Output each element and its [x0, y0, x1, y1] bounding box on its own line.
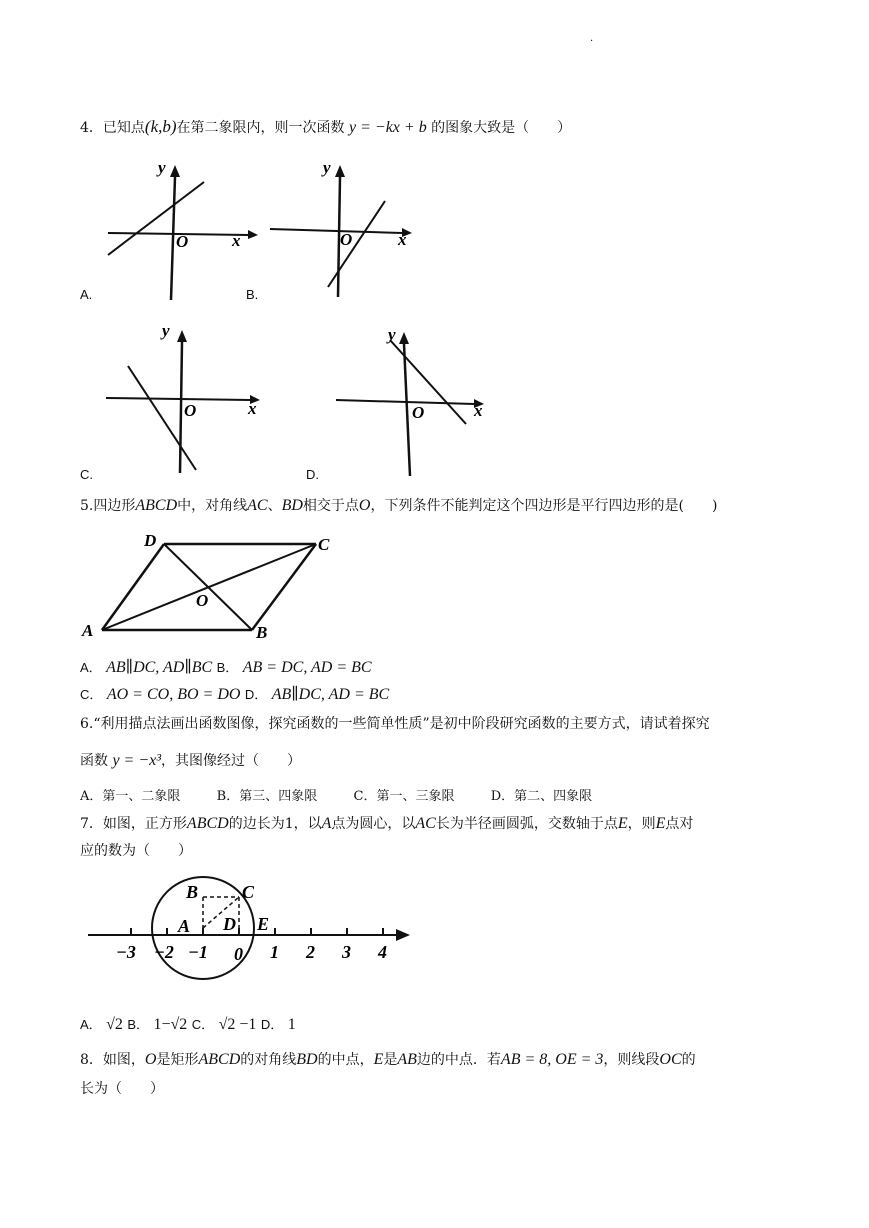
- x-axis-label: x: [398, 230, 407, 249]
- question-6-options: A．第一、二象限 B．第三、四象限 C．第一、三象限 D．第二、四象限: [80, 789, 593, 804]
- question-7-line2: 应的数为（ ）: [80, 843, 192, 859]
- question-4-text: 4．已知点(k,b)在第二象限内，则一次函数 y = −kx + b 的图象大致是（ ）: [80, 117, 572, 136]
- option-b-label: B.: [246, 287, 259, 302]
- question-5-options-row1: A． AB∥DC, AD∥BC B． AB = DC, AD = BC: [80, 659, 372, 676]
- point-e-label: E: [257, 914, 270, 934]
- question-8-line2: 长为（ ）: [80, 1081, 164, 1097]
- center-o-label: O: [196, 591, 209, 610]
- tick-label-0: 0: [234, 944, 243, 964]
- option-c-label: C.: [80, 467, 93, 482]
- graph-option-c: [100, 318, 270, 478]
- x-axis-label: x: [248, 399, 257, 418]
- point-b-label: B: [186, 882, 199, 902]
- point-c-label: C: [242, 882, 255, 902]
- parallelogram-figure: [80, 530, 370, 650]
- point-d-label: D: [223, 914, 236, 934]
- y-axis-label: y: [158, 158, 166, 177]
- point-a-label: A: [178, 916, 191, 936]
- question-7-line1: 7．如图，正方形ABCD的边长为1，以A点为圆心，以AC长为半径画圆弧，交数轴于点E，则E点对: [80, 815, 694, 832]
- graph-option-b: [268, 155, 428, 305]
- tick-label-3: 3: [342, 942, 351, 962]
- vertex-d-label: D: [144, 531, 157, 550]
- question-6-line2: 函数 y = −x³，其图像经过（ ）: [80, 752, 302, 769]
- vertex-a-label: A: [82, 621, 94, 640]
- x-axis-label: x: [474, 401, 483, 420]
- origin-label: O: [340, 230, 353, 249]
- question-5-text: 5.四边形ABCD中，对角线AC、BD相交于点O，下列条件不能判定这个四边形是平行四边形的是( ): [80, 497, 718, 514]
- tick-label-neg3: −3: [116, 942, 136, 962]
- question-7-options: A． √2 B． 1−√2 C． √2 −1 D． 1: [80, 1016, 296, 1033]
- tick-label-neg2: −2: [154, 942, 174, 962]
- tick-label-4: 4: [378, 942, 387, 962]
- tick-label-neg1: −1: [188, 942, 208, 962]
- vertex-b-label: B: [256, 623, 268, 642]
- header-mark: ·: [590, 36, 594, 47]
- vertex-c-label: C: [318, 535, 330, 554]
- y-axis-label: y: [162, 321, 170, 340]
- option-a-label: A.: [80, 287, 93, 302]
- question-8-line1: 8．如图，O是矩形ABCD的对角线BD的中点，E是AB边的中点．若AB = 8, OE = 3，则线段OC的: [80, 1051, 696, 1068]
- tick-label-1: 1: [270, 942, 279, 962]
- y-axis-label: y: [323, 158, 331, 177]
- number-line-figure: [80, 868, 420, 993]
- x-axis-label: x: [232, 231, 241, 250]
- option-d-label: D.: [306, 467, 319, 482]
- graph-option-d: [334, 322, 494, 480]
- origin-label: O: [412, 403, 425, 422]
- origin-label: O: [184, 401, 197, 420]
- question-5-options-row2: C． AO = CO, BO = DO D． AB∥DC, AD = BC: [80, 686, 390, 703]
- origin-label: O: [176, 232, 189, 251]
- question-6-line1: 6.“利用描点法画出函数图像，探究函数的一些简单性质”是初中阶段研究函数的主要方式，请试着探究: [80, 716, 710, 732]
- y-axis-label: y: [388, 325, 396, 344]
- graph-option-a: [100, 155, 260, 305]
- tick-label-2: 2: [306, 942, 315, 962]
